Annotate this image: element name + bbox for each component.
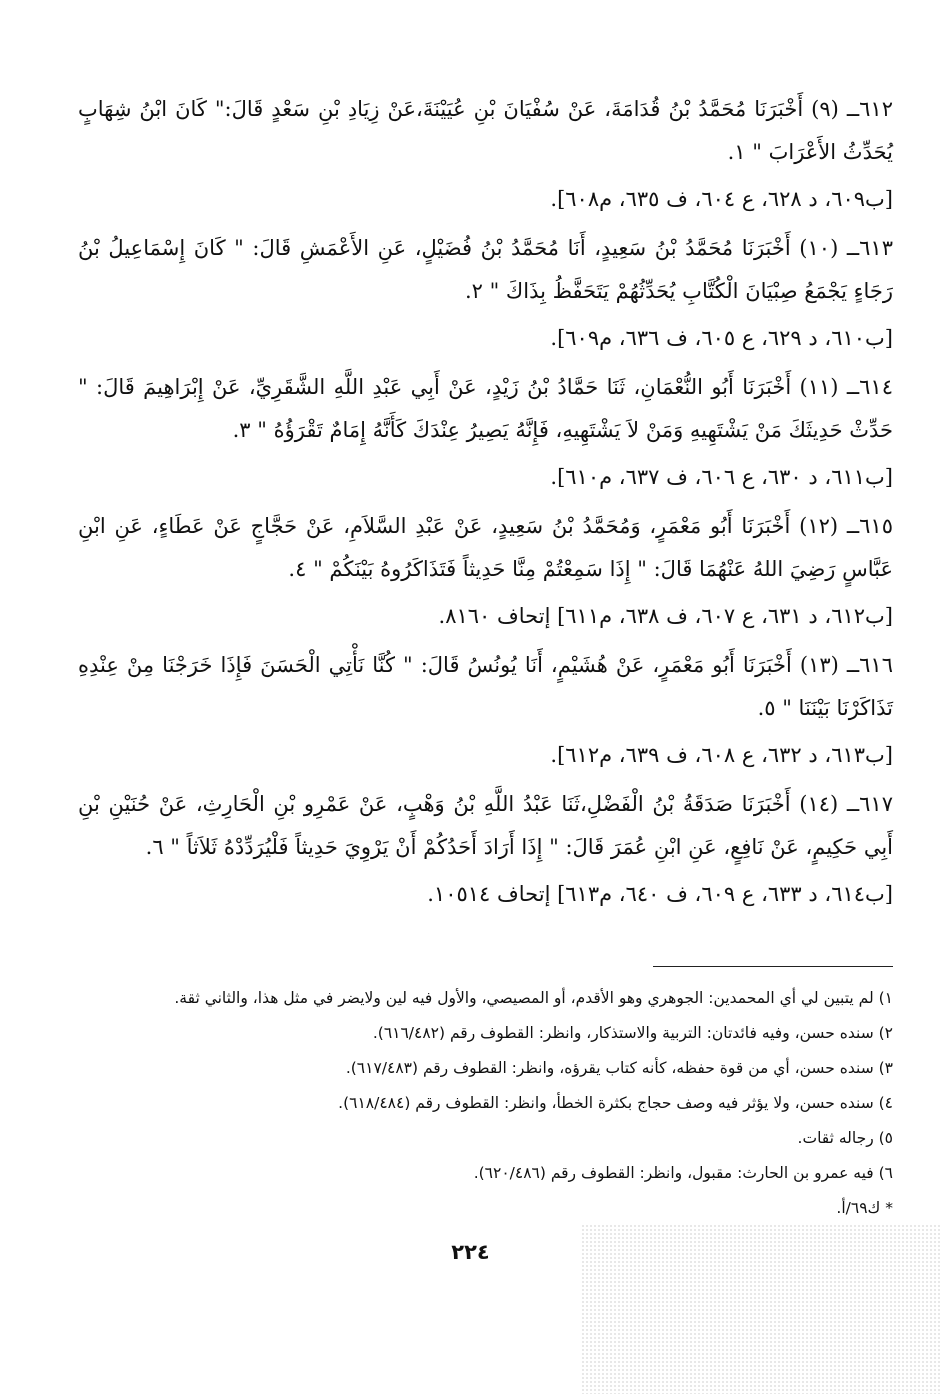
hadith-612: ٦١٢ــ (٩) أَخْبَرَنَا مُحَمَّدُ بْنُ قُدَامَةَ، عَنْ سُفْيَانَ بْنِ عُيَيْنَةَ،عَنْ زِيَادِ بْنِ سَعْدٍ قَالَ:" كَانَ ابْنُ شِهَابٍ يُحَدِّثُ الأَعْرَابَ " ١. [78, 97, 893, 164]
hadith-612-ref: [ب٦٠٩، د ٦٢٨، ع ٦٠٤، ف ٦٣٥، م٦٠٨]. [550, 187, 893, 211]
hadith-616-ref: [ب٦١٣، د ٦٣٢، ع ٦٠٨، ف ٦٣٩، م٦١٢]. [550, 743, 893, 767]
hadith-614: ٦١٤ــ (١١) أَخْبَرَنَا أَبُو النُّعْمَانِ، ثَنَا حَمَّادُ بْنُ زَيْدٍ، عَنْ أَبِي عَبْدِ اللَّهِ الشَّقَرِيِّ، عَنْ إِبْرَاهِيمَ قَالَ: " حَدِّثْ حَدِيثَكَ مَنْ يَشْتَهِيهِ وَمَنْ لاَ يَشْتَهِيهِ، فَإِنَّهُ يَصِيرُ عِنْدَكَ كَأَنَّهُ إِمَامٌ تَقْرَؤُهُ " ٣. [78, 375, 893, 442]
footnote-4: ٤) سنده حسن، ولا يؤثر فيه وصف حجاج بكثرة الخطأ، وانظر: القطوف رقم (٦١٨/٤٨٤). [338, 1094, 893, 1112]
hadith-617: ٦١٧ــ (١٤) أَخْبَرَنَا صَدَقَةُ بْنُ الْفَضْلِ،ثَنَا عَبْدُ اللَّهِ بْنُ وَهْبٍ، عَنْ عَمْرِو بْنِ الْحَارِثِ، عَنْ حُنَيْنِ بْنِ أَبِي حَكِيمٍ، عَنْ نَافِعٍ، عَنِ ابْنِ عُمَرَ قَالَ: " إِذَا أَرَادَ أَحَدُكُمْ أَنْ يَرْوِيَ حَدِيثاً فَلْيُرَدِّدْهُ ثَلاَثاً " ٦. [78, 792, 893, 859]
hadith-616: ٦١٦ــ (١٣) أَخْبَرَنَا أَبُو مَعْمَرٍ، عَنْ هُشَيْمٍ، أَنَا يُونُسُ قَالَ: " كُنَّا نَأْتِي الْحَسَنَ فَإِذَا خَرَجْنَا مِنْ عِنْدِهِ تَذَاكَرْنَا بَيْنَنَا " ٥. [78, 653, 893, 720]
hadith-615: ٦١٥ــ (١٢) أَخْبَرَنَا أَبُو مَعْمَرٍ، وَمُحَمَّدُ بْنُ سَعِيدٍ، عَنْ عَبْدِ السَّلاَمِ، عَنْ حَجَّاجٍ عَنْ عَطَاءٍ، عَنِ ابْنِ عَبَّاسٍ رَضِيَ اللهُ عَنْهُمَا قَالَ: " إِذَا سَمِعْتُمْ مِنَّا حَدِيثاً فَتَذَاكَرُوهُ بَيْنَكُمْ " ٤. [78, 514, 893, 581]
manuscript-note: * ك٦٩/أ. [836, 1199, 893, 1217]
hadith-list [78, 88, 893, 916]
footnote-divider [653, 966, 893, 967]
hadith-613-ref: [ب٦١٠، د ٦٢٩، ع ٦٠٥، ف ٦٣٦، م٦٠٩]. [550, 326, 893, 350]
footnote-1: ١) لم يتبين لي أي المحمدين: الجوهري وهو الأقدم، أو المصيصي، والأول فيه لين ولايضر في مثل هذا، والثاني ثقة. [174, 989, 893, 1007]
hadith-613: ٦١٣ــ (١٠) أَخْبَرَنَا مُحَمَّدُ بْنُ سَعِيدٍ، أَنَا مُحَمَّدُ بْنُ فُضَيْلٍ، عَنِ الأَعْمَشِ قَالَ: " كَانَ إِسْمَاعِيلُ بْنُ رَجَاءٍ يَجْمَعُ صِبْيَانَ الْكُتَّابِ يُحَدِّثُهُمْ يَتَحَفَّظُ بِذَاكَ " ٢. [78, 236, 893, 303]
page-number: ٢٢٤ [451, 1240, 490, 1264]
hadith-617-ref: [ب٦١٤، د ٦٣٣، ع ٦٠٩، ف ٦٤٠، م٦١٣] إتحاف ١٠٥١٤. [427, 882, 893, 906]
footnote-3: ٣) سنده حسن، أي من قوة حفظه، كأنه كتاب يقرؤه، وانظر: القطوف رقم (٦١٧/٤٨٣). [345, 1059, 893, 1077]
footnote-6: ٦) فيه عمرو بن الحارث: مقبول، وانظر: القطوف رقم (٦٢٠/٤٨٦). [473, 1164, 893, 1182]
footnote-5: ٥) رجاله ثقات. [797, 1129, 893, 1147]
footnotes [78, 981, 893, 1226]
hadith-614-ref: [ب٦١١، د ٦٣٠، ع ٦٠٦، ف ٦٣٧، م٦١٠]. [550, 465, 893, 489]
scan-noise [581, 1224, 941, 1394]
hadith-615-ref: [ب٦١٢، د ٦٣١، ع ٦٠٧، ف ٦٣٨، م٦١١] إتحاف ٨١٦٠. [438, 604, 893, 628]
footnote-2: ٢) سنده حسن، وفيه فائدتان: التربية والاستذكار، وانظر: القطوف رقم (٦١٦/٤٨٢). [372, 1024, 893, 1042]
page-body [78, 88, 893, 1226]
